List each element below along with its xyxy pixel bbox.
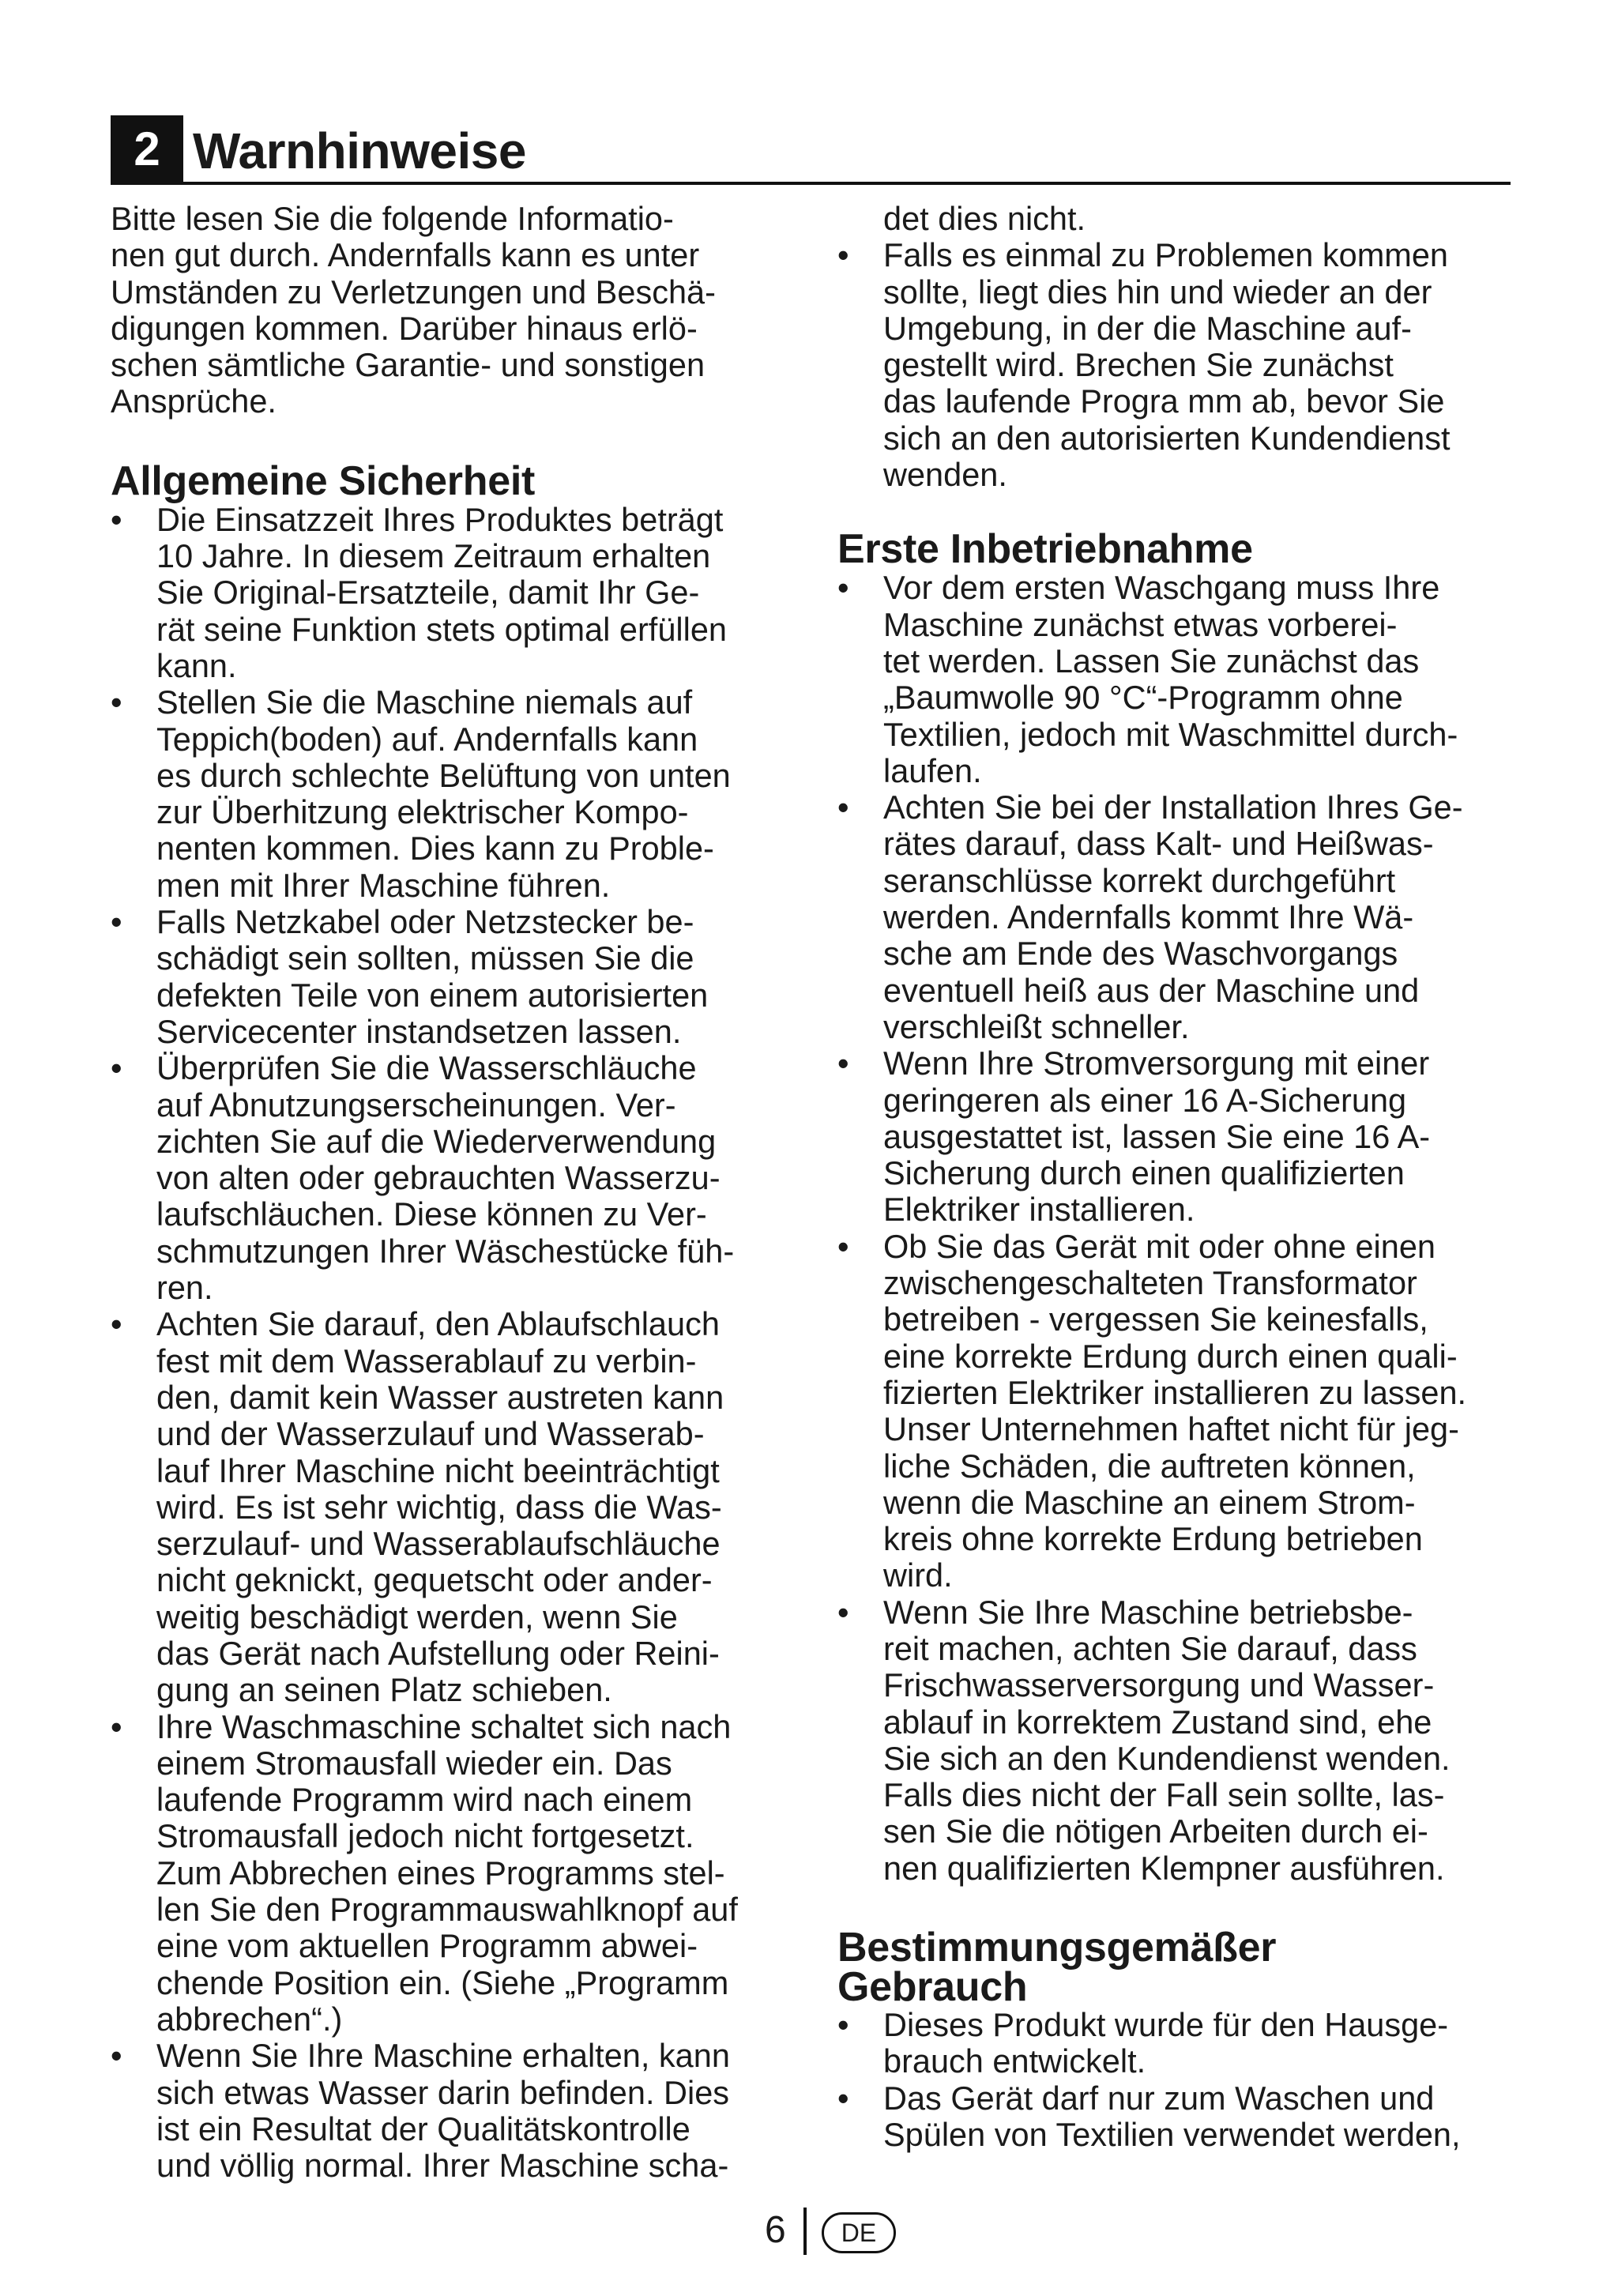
list-line: Teppich(boden) auf. Andernfalls kann	[156, 720, 698, 758]
list-line: verschleißt schneller.	[883, 1007, 1190, 1045]
list-item	[111, 2038, 790, 2184]
list-line: chende Position ein. (Siehe „Programm	[156, 1963, 729, 2001]
list-line: 10 Jahre. In diesem Zeitraum erhalten	[156, 537, 711, 575]
list-line: zichten Sie auf die Wiederverwendung	[156, 1122, 717, 1160]
list-line: sche am Ende des Waschvorgangs	[883, 935, 1398, 973]
list-line: laufende Programm wird nach einem	[156, 1781, 693, 1819]
list-line: ren.	[156, 1269, 213, 1307]
list-item	[837, 789, 1517, 1045]
list-line: Servicecenter instandsetzen lassen.	[156, 1012, 682, 1050]
heading-line: Bestimmungsgemäßer	[837, 1925, 1277, 1971]
list-line: „Baumwolle 90 °C“-Programm ohne	[883, 679, 1403, 717]
intro-paragraph	[111, 201, 790, 420]
chapter-header	[111, 115, 1511, 183]
list-line: tet werden. Lassen Sie zunächst das	[883, 642, 1420, 679]
intro-line: Ansprüche.	[111, 382, 277, 420]
intro-line: schen sämtliche Garantie- und sonstigen	[111, 346, 706, 384]
continued-paragraph	[837, 201, 1517, 237]
list-line: abbrechen“.)	[156, 2000, 343, 2038]
list-line: es durch schlechte Belüftung von unten	[156, 756, 731, 794]
section-heading-general-safety: Allgemeine Sicherheit	[111, 457, 535, 504]
list-line: das Gerät nach Aufstellung oder Reini-	[156, 1634, 720, 1672]
list-line: wenn die Maschine an einem Strom-	[883, 1483, 1416, 1521]
list-line: brauch entwickelt.	[883, 2042, 1146, 2080]
list-line: sollte, liegt dies hin und wieder an der	[883, 273, 1432, 311]
chapter-title: Warnhinweise	[193, 122, 526, 179]
list-item	[837, 1045, 1517, 1228]
list-line: zur Überhitzung elektrischer Kompo-	[156, 793, 689, 831]
list-line: werden. Andernfalls kommt Ihre Wä-	[883, 898, 1414, 936]
list-line: sen Sie die nötigen Arbeiten durch ei-	[883, 1812, 1428, 1850]
list-line: Umgebung, in der die Maschine auf-	[883, 309, 1412, 347]
list-item	[111, 904, 790, 1050]
list-line: • Das Gerät darf nur zum Waschen und	[883, 2079, 1435, 2117]
list-line: reit machen, achten Sie darauf, dass	[883, 1629, 1417, 1667]
list-line: ist ein Resultat der Qualitätskontrolle	[156, 2110, 690, 2147]
list-item	[837, 2007, 1517, 2080]
language-badge: DE	[822, 2212, 896, 2253]
list-item	[837, 1594, 1517, 1887]
list-line: und völlig normal. Ihrer Maschine scha-	[156, 2147, 729, 2185]
list-line: Sie sich an den Kundendienst wenden.	[883, 1739, 1451, 1777]
section-heading-first-use: Erste Inbetriebnahme	[837, 526, 1253, 573]
continued-list	[837, 237, 1517, 493]
list-line: schmutzungen Ihrer Wäschestücke füh-	[156, 1232, 735, 1270]
list-item	[837, 237, 1517, 493]
list-line: eine korrekte Erdung durch einen quali-	[883, 1337, 1458, 1375]
list-line: wird. Es ist sehr wichtig, dass die Was-	[156, 1488, 722, 1526]
list-line: Falls dies nicht der Fall sein sollte, las-	[883, 1776, 1445, 1814]
list-item	[837, 2080, 1517, 2154]
list-line: eine vom aktuellen Programm abwei-	[156, 1927, 698, 1965]
list-line: den, damit kein Wasser austreten kann	[156, 1378, 724, 1416]
list-line: laufschläuchen. Diese können zu Ver-	[156, 1195, 707, 1233]
list-line: Elektriker installieren.	[883, 1191, 1195, 1229]
list-line: nenten kommen. Dies kann zu Proble-	[156, 830, 714, 868]
list-line: auf Abnutzungserscheinungen. Ver-	[156, 1086, 676, 1124]
list-line: wenden.	[883, 456, 1007, 494]
list-line: • Achten Sie bei der Installation Ihres Ge-	[883, 789, 1463, 826]
list-line: • Ob Sie das Gerät mit oder ohne einen	[883, 1227, 1436, 1265]
list-line: weitig beschädigt werden, wenn Sie	[156, 1598, 678, 1635]
list-line: Sicherung durch einen qualifizierten	[883, 1154, 1405, 1192]
list-line: serzulauf- und Wasserablaufschläuche	[156, 1525, 721, 1563]
list-item	[111, 1050, 790, 1306]
list-line: fizierten Elektriker installieren zu lassen.	[883, 1373, 1467, 1411]
list-line: • Falls Netzkabel oder Netzstecker be-	[156, 903, 694, 941]
footer-divider	[803, 2208, 807, 2255]
list-line: • Ihre Waschmaschine schaltet sich nach	[156, 1707, 732, 1745]
list-line: gestellt wird. Brechen Sie zunächst	[883, 346, 1394, 384]
list-line: • Falls es einmal zu Problemen kommen	[883, 236, 1449, 274]
list-line: • Vor dem ersten Waschgang muss Ihre	[883, 569, 1440, 607]
list-line: • Dieses Produkt wurde für den Hausge-	[883, 2006, 1449, 2044]
list-line: ausgestattet ist, lassen Sie eine 16 A-	[883, 1117, 1431, 1155]
list-line: seranschlüsse korrekt durchgeführt	[883, 861, 1396, 899]
list-line: defekten Teile von einem autorisierten	[156, 976, 709, 1014]
list-line: • Wenn Sie Ihre Maschine erhalten, kann	[156, 2037, 730, 2075]
list-item	[111, 1306, 790, 1708]
list-line: Spülen von Textilien verwendet werden,	[883, 2115, 1461, 2153]
list-line: men mit Ihrer Maschine führen.	[156, 866, 611, 904]
list-item	[837, 570, 1517, 789]
list-line: • Wenn Sie Ihre Maschine betriebsbe-	[883, 1593, 1413, 1631]
left-column	[111, 201, 790, 2184]
list-line: nicht geknickt, gequetscht oder ander-	[156, 1561, 713, 1599]
list-line: fest mit dem Wasserablauf zu verbin-	[156, 1342, 697, 1379]
list-line: • Überprüfen Sie die Wasserschläuche	[156, 1049, 697, 1087]
intro-line: Bitte lesen Sie die folgende Informatio-	[111, 200, 674, 237]
list-line: wird.	[883, 1556, 953, 1594]
list-line: von alten oder gebrauchten Wasserzu-	[156, 1159, 721, 1197]
list-line: betreiben - vergessen Sie keinesfalls,	[883, 1300, 1428, 1338]
list-line: sich an den autorisierten Kundendienst	[883, 419, 1451, 457]
continued-line: det dies nicht.	[883, 200, 1086, 237]
list-line: rätes darauf, dass Kalt- und Heißwas-	[883, 825, 1434, 863]
list-line: ablauf in korrektem Zustand sind, ehe	[883, 1703, 1432, 1741]
list-line: Sie Original-Ersatzteile, damit Ihr Ge-	[156, 574, 700, 612]
heading-line: Gebrauch	[837, 1964, 1028, 2011]
list-line: und der Wasserzulauf und Wasserab-	[156, 1415, 705, 1453]
list-line: zwischengeschalteten Transformator	[883, 1264, 1417, 1302]
list-item	[837, 1229, 1517, 1594]
list-line: schädigt sein sollten, müssen Sie die	[156, 939, 694, 977]
page-number: 6	[765, 2209, 786, 2251]
general-safety-list	[111, 502, 790, 2185]
first-use-list	[837, 570, 1517, 1887]
list-line: • Wenn Ihre Stromversorgung mit einer	[883, 1044, 1430, 1082]
list-line: Stromausfall jedoch nicht fortgesetzt.	[156, 1817, 694, 1855]
list-line: einem Stromausfall wieder ein. Das	[156, 1744, 672, 1782]
list-line: Frischwasserversorgung und Wasser-	[883, 1666, 1435, 1704]
list-line: • Stellen Sie die Maschine niemals auf	[156, 683, 693, 721]
list-line: gung an seinen Platz schieben.	[156, 1671, 612, 1709]
list-line: Maschine zunächst etwas vorberei-	[883, 605, 1398, 643]
list-line: rät seine Funktion stets optimal erfüllen	[156, 610, 727, 648]
list-line: len Sie den Programmauswahlknopf auf	[156, 1891, 738, 1929]
list-line: Textilien, jedoch mit Waschmittel durch-	[883, 715, 1458, 753]
intro-line: digungen kommen. Darüber hinaus erlö-	[111, 309, 698, 347]
list-line: • Die Einsatzzeit Ihres Produktes beträgt	[156, 500, 724, 538]
list-line: • Achten Sie darauf, den Ablaufschlauch	[156, 1305, 720, 1343]
list-line: geringeren als einer 16 A-Sicherung	[883, 1081, 1407, 1119]
list-item	[111, 684, 790, 904]
header-rule	[111, 182, 1511, 185]
list-line: lauf Ihrer Maschine nicht beeinträchtigt	[156, 1451, 720, 1489]
list-line: eventuell heiß aus der Maschine und	[883, 971, 1420, 1009]
list-line: sich etwas Wasser darin befinden. Dies	[156, 2073, 730, 2111]
page-footer	[0, 2204, 1618, 2260]
list-item	[111, 1709, 790, 2038]
list-line: Zum Abbrechen eines Programms stel-	[156, 1854, 725, 1891]
list-line: das laufende Progra mm ab, bevor Sie	[883, 382, 1445, 420]
list-line: kreis ohne korrekte Erdung betrieben	[883, 1520, 1423, 1558]
section-heading-intended-use	[837, 1925, 1517, 2011]
right-column	[837, 201, 1517, 2153]
list-line: kann.	[156, 646, 237, 684]
intro-line: nen gut durch. Andernfalls kann es unter	[111, 236, 700, 274]
intended-use-list	[837, 2007, 1517, 2153]
list-line: nen qualifizierten Klempner ausführen.	[883, 1849, 1445, 1887]
list-item	[111, 502, 790, 684]
list-line: Unser Unternehmen haftet nicht für jeg-	[883, 1410, 1459, 1448]
list-line: liche Schäden, die auftreten können,	[883, 1447, 1416, 1485]
chapter-number: 2	[111, 115, 183, 183]
list-line: laufen.	[883, 751, 982, 789]
intro-line: Umständen zu Verletzungen und Beschä-	[111, 273, 716, 311]
